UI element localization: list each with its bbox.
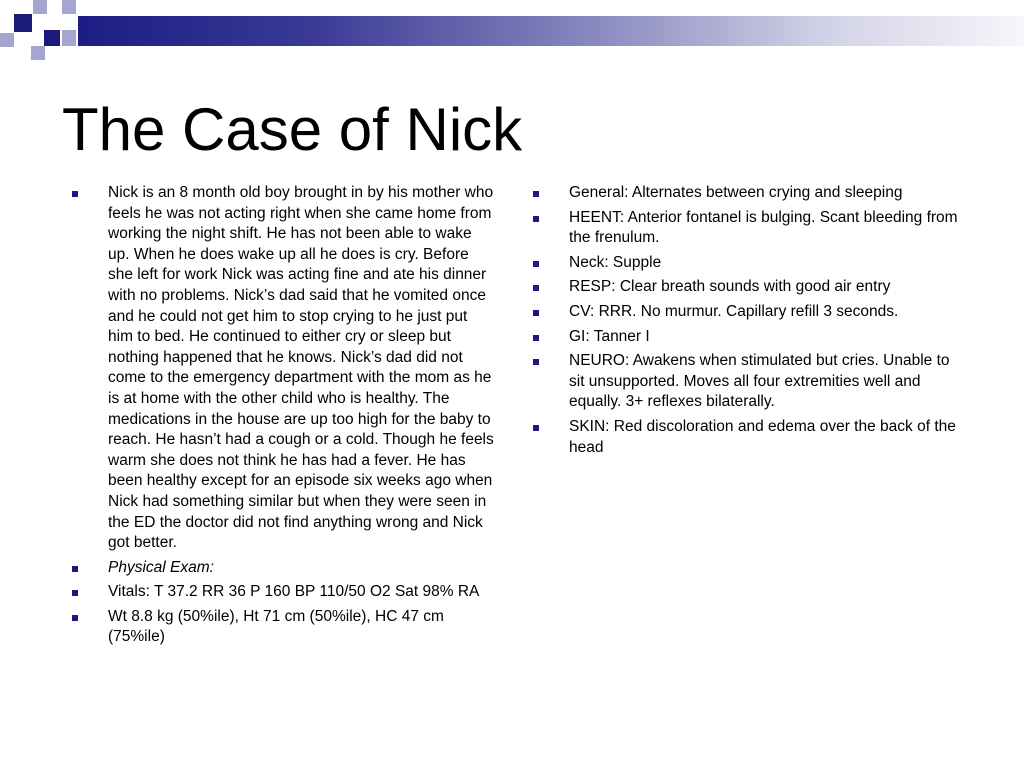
exam-heent: HEENT: Anterior fontanel is bulging. Scant bleeding from the frenulum. <box>569 208 958 247</box>
list-item <box>531 208 961 249</box>
square-bullet-icon <box>533 359 539 365</box>
banner-square-lavender <box>62 0 76 14</box>
list-item <box>70 558 494 579</box>
left-column-list <box>70 183 494 652</box>
exam-neuro: NEURO: Awakens when stimulated but cries. Unable to sit unsupported. Moves all four extremities well and equally. 3+ reflexes bilaterally. <box>569 352 950 411</box>
banner-square-navy <box>14 14 32 32</box>
square-bullet-icon <box>533 285 539 291</box>
list-item <box>70 183 494 554</box>
square-bullet-icon <box>533 216 539 222</box>
slide-title: The Case of Nick <box>62 96 523 163</box>
list-item <box>531 302 961 323</box>
list-item <box>70 582 494 603</box>
gradient-bar <box>78 16 1024 46</box>
growth-measurements-text: Wt 8.8 kg (50%ile), Ht 71 cm (50%ile), HC 47 cm (75%ile) <box>108 607 444 646</box>
decorative-banner <box>0 0 1024 64</box>
banner-square-lavender <box>33 0 47 14</box>
list-item <box>70 607 494 648</box>
square-bullet-icon <box>72 590 78 596</box>
banner-square-navy <box>44 30 60 46</box>
square-bullet-icon <box>533 335 539 341</box>
vitals-text: Vitals: T 37.2 RR 36 P 160 BP 110/50 O2 Sat 98% RA <box>108 583 480 601</box>
square-bullet-icon <box>72 191 78 197</box>
square-bullet-icon <box>533 261 539 267</box>
case-narrative: Nick is an 8 month old boy brought in by his mother who feels he was not acting right when she came home from working the night shift. He has not been able to wake up. When he does wake up all he does is cry. Before she left for work Nick was acting fine and ate his dinner with no problems. Nick’s dad said that he vomited once and he could not get him to stop crying to he just put him to bed. He continued to either cry or sleep but nothing happened that he knows. Nick’s dad did not come to the emergency department with the mom as he is at home with the other child who is healthy. The medications in the house are up too high for the baby to reach. He hasn’t had a cough or a cold. Though he feels warm she does not think he has had a fever. He has been healthy except for an episode six weeks ago when Nick had something similar but when they were seen in the ED the doctor did not find anything wrong and Nick got better. <box>108 184 494 552</box>
banner-square-lavender <box>31 46 45 60</box>
list-item <box>531 253 961 274</box>
square-bullet-icon <box>533 191 539 197</box>
exam-resp: RESP: Clear breath sounds with good air entry <box>569 278 891 296</box>
square-bullet-icon <box>72 615 78 621</box>
exam-cv: CV: RRR. No murmur. Capillary refill 3 seconds. <box>569 302 899 320</box>
physical-exam-heading: Physical Exam: <box>108 558 214 576</box>
square-bullet-icon <box>72 566 78 572</box>
banner-square-lavender <box>62 30 76 46</box>
list-item <box>531 277 961 298</box>
banner-square-lavender <box>0 33 14 47</box>
square-bullet-icon <box>533 310 539 316</box>
right-column-list <box>531 183 961 462</box>
exam-neck: Neck: Supple <box>569 253 662 271</box>
exam-skin: SKIN: Red discoloration and edema over the back of the head <box>569 417 956 456</box>
list-item <box>531 351 961 413</box>
list-item <box>531 417 961 458</box>
square-bullet-icon <box>533 425 539 431</box>
exam-general: General: Alternates between crying and sleeping <box>569 184 903 201</box>
list-item <box>531 183 961 204</box>
exam-gi: GI: Tanner I <box>569 327 650 345</box>
list-item <box>531 327 961 348</box>
